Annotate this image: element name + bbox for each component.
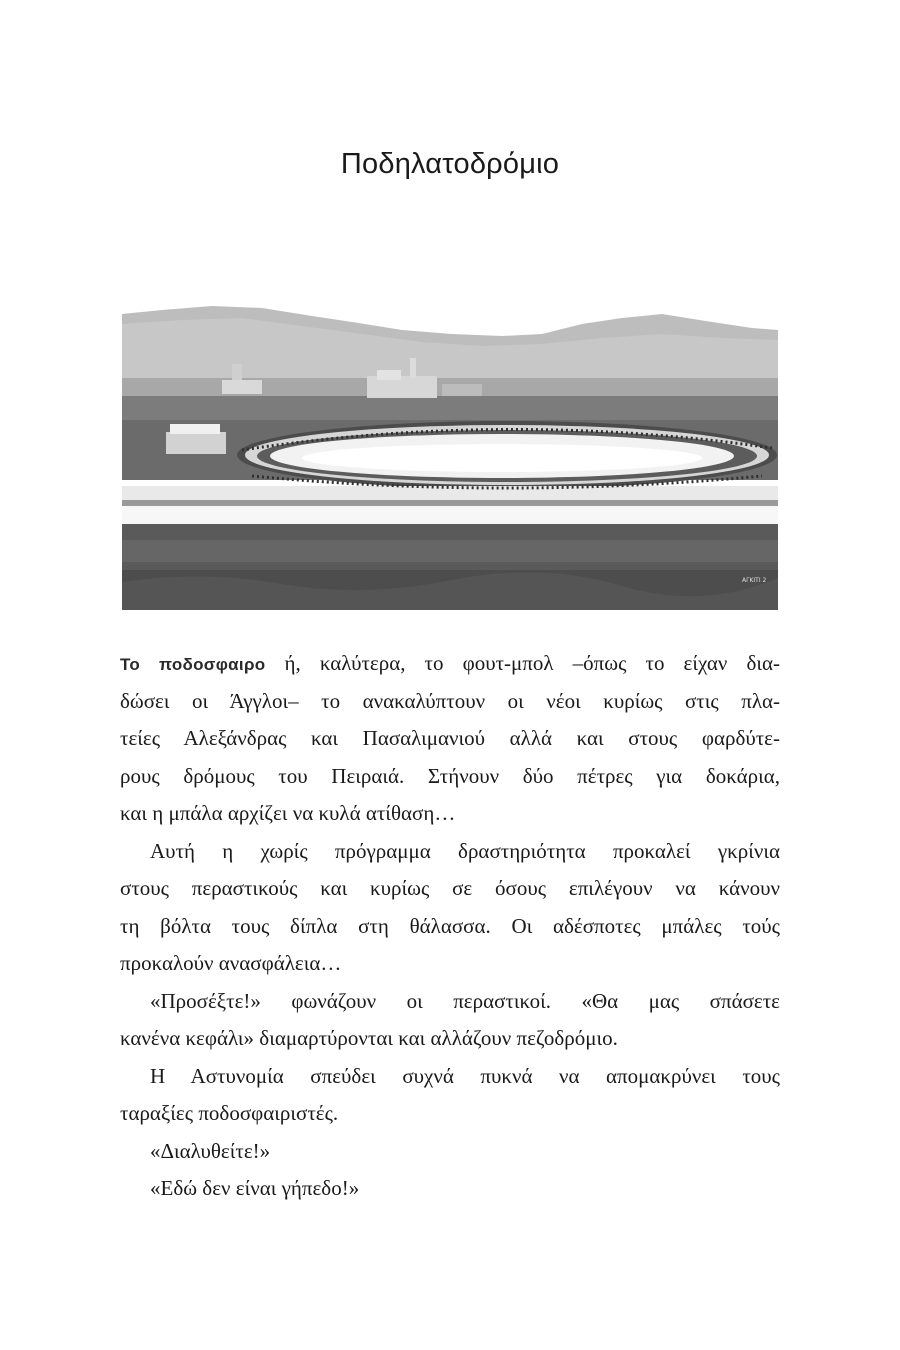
body-text (120, 645, 780, 1208)
paragraph-1-line-2: δώσει οι Άγγλοι– το ανακαλύπτουν οι νέοι κυρίως στις πλα- (120, 688, 780, 713)
paragraph-1-line-5: και η μπάλα αρχίζει να κυλά ατίθαση… (120, 801, 456, 825)
paragraph-2-line-2: στους περαστικούς και κυρίως σε όσους επιλέγουν να κάνουν (120, 876, 780, 900)
paragraph-6-line-1: «Εδώ δεν είναι γήπεδο!» (150, 1176, 360, 1200)
paragraph-2-line-1: Αυτή η χωρίς πρόγραμμα δραστηριότητα προκαλεί γκρίνια (150, 838, 780, 863)
paragraph-2-line-4: προκαλούν ανασφάλεια… (120, 951, 342, 975)
chapter-title: Ποδηλατοδρόμιο (340, 148, 560, 180)
paragraph-4-line-1: Η Αστυνομία σπεύδει συχνά πυκνά να απομακρύνει τους (150, 1063, 780, 1088)
paragraph-4-line-2: ταραξίες ποδοσφαιριστές. (120, 1101, 339, 1125)
paragraph-5-line-1: «Διαλυθείτε!» (150, 1138, 271, 1163)
paragraph-1-line-3: τείες Αλεξάνδρας και Πασαλιμανιού αλλά και στους φαρδύτε- (120, 726, 780, 750)
paragraph-2-line-3: τη βόλτα τους δίπλα στη θάλασσα. Οι αδέσποτες μπάλες τούς (120, 913, 780, 938)
velodrome-landscape-drawing (122, 300, 778, 610)
paragraph-3-line-2: κανένα κεφάλι» διαμαρτύρονται και αλλάζουν πεζοδρόμιο. (120, 1026, 618, 1050)
lead-in-smallcaps: Το ποδοσφαιρο (120, 655, 266, 674)
paragraph-1-line-4: ρους δρόμους του Πειραιά. Στήνουν δύο πέτρες για δοκάρια, (120, 763, 780, 788)
paragraph-1-line-1 (120, 645, 780, 683)
paragraph-3-line-1: «Προσέξτε!» φωνάζουν οι περαστικοί. «Θα μας σπάσετε (150, 988, 780, 1013)
text-span: ή, καλύτερα, το φουτ-μπολ –όπως το είχαν δια- (265, 651, 780, 675)
svg-text:ΑΓΚΙΤΙ 2: ΑΓΚΙΤΙ 2 (742, 577, 767, 584)
